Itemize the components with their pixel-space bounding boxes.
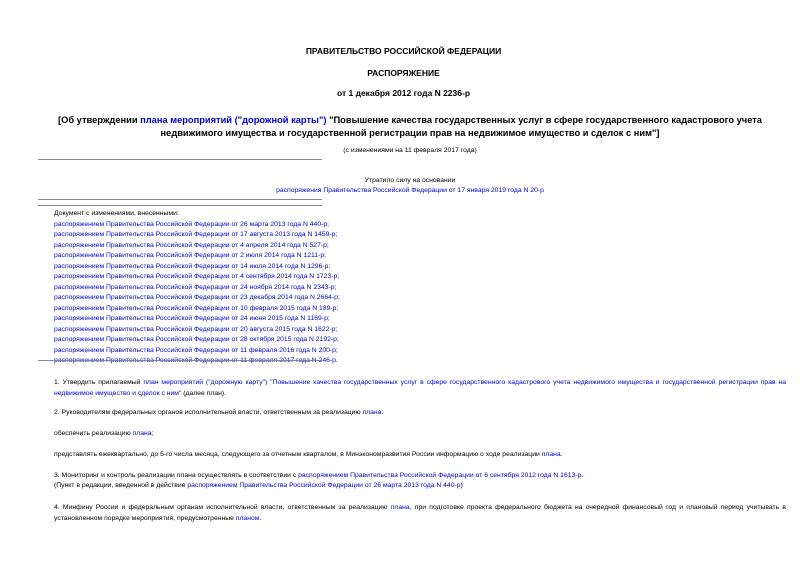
repeal-link-line <box>40 186 780 197</box>
amendment-link[interactable]: распоряжением Правительства Российской Федерации от 28 октября 2015 года N 2192-р; <box>54 336 339 343</box>
amendment-link[interactable]: распоряжением Правительства Российской Федерации от 4 апреля 2014 года N 527-р; <box>54 241 329 249</box>
amendment-link[interactable]: распоряжением Правительства Российской Федерации от 17 августа 2013 года N 1459-р; <box>54 231 338 238</box>
p4-lead: 4. Минфину России и федеральным органам исполнительной власти, ответственным за реализацию <box>54 504 391 511</box>
title-part1: [Об утверждении <box>58 115 141 125</box>
p4-plan-link-2[interactable]: планом <box>235 514 260 522</box>
amendment-link[interactable]: распоряжением Правительства Российской Федерации от 14 июля 2014 года N 1296-р; <box>54 262 331 270</box>
paragraph-2 <box>38 408 786 419</box>
amendment-link[interactable]: распоряжением Правительства Российской Федерации от 2 июля 2014 года N 1211-р; <box>54 252 327 259</box>
paragraph-3 <box>38 471 786 482</box>
government-heading: ПРАВИТЕЛЬСТВО РОССИЙСКОЙ ФЕДЕРАЦИИ <box>305 46 502 56</box>
amendments-list <box>54 209 340 367</box>
document-title <box>40 114 780 140</box>
amendment-link[interactable]: распоряжением Правительства Российской Федерации от 4 сентября 2014 года N 1723-р; <box>54 273 340 280</box>
amendments-heading: Документ с изменениями, внесенными: <box>54 210 179 217</box>
amendment-link[interactable]: распоряжением Правительства Российской Федерации от 26 марта 2013 года N 440-р; <box>54 220 330 228</box>
amendment-link[interactable]: распоряжением Правительства Российской Федерации от 23 декабря 2014 года N 2664-р; <box>54 294 340 301</box>
divider <box>38 360 322 361</box>
paragraph-3-note <box>38 481 786 492</box>
divider <box>38 205 322 206</box>
title-part2: "Повышение качества государственных услуг в сфере государственного кадастрового учета недвижимого имущества и государственной регистрации прав на недвижимое имущество и сделок с ним"] <box>160 115 762 138</box>
amendment-link[interactable]: распоряжением Правительства Российской Федерации от 10 февраля 2015 года N 189-р; <box>54 304 339 312</box>
p3note-lead: (Пункт в редакции, введенной в действие <box>54 482 188 489</box>
amendment-note: (с изменениями на 11 февраля 2017 года) <box>343 147 477 154</box>
amendment-link[interactable]: распоряжением Правительства Российской Федерации от 11 февраля 2016 года N 200-р; <box>54 346 338 354</box>
p1-plan-link[interactable]: план мероприятий ("дорожную карту") "Повышение качества государственных услуг в сфере государственного кадастрового учета недвижимого имущества и государственной регистрации прав на недвижимое имущество и сделок с ним" <box>54 379 786 397</box>
paragraph-4 <box>38 503 786 524</box>
p3-tail: . <box>581 472 584 479</box>
p3note-decree-link[interactable]: распоряжением Правительства Российской Федерации от 26 марта 2013 года N 440-р <box>187 482 461 489</box>
p2a-tail: ; <box>151 430 154 437</box>
repeal-text: Утратило силу на основании <box>364 177 456 184</box>
p2a-lead: обеспечить реализацию <box>54 430 133 437</box>
p2-lead: 2. Руководителям федеральных органов исполнительной власти, ответственным за реализацию <box>54 409 363 416</box>
repeal-link[interactable]: распоряжения Правительства Российской Федерации от 17 января 2019 года N 20-р <box>276 187 544 194</box>
p3-lead: 3. Мониторинг и контроль реализации плана осуществлять в соответствии с <box>54 472 299 479</box>
paragraph-1 <box>38 378 786 399</box>
p4-tail: . <box>259 514 262 522</box>
p2-plan-link[interactable]: плана <box>362 409 382 416</box>
amendment-link[interactable]: распоряжением Правительства Российской Федерации от 24 июня 2015 года N 1169-р; <box>54 315 330 322</box>
divider <box>38 199 322 200</box>
amendment-link[interactable]: распоряжением Правительства Российской Федерации от 11 февраля 2017 года N 246-р. <box>54 357 338 364</box>
p1-lead: 1. Утвердить прилагаемый <box>54 379 144 386</box>
p2-tail: : <box>381 409 384 416</box>
p4-mid: , при подготовке проекта федерального бюджета на очередной финансовый год и плановый период учитывать в установленном порядке мероприятия, предусмотренные <box>54 504 787 522</box>
amendment-link[interactable]: распоряжением Правительства Российской Федерации от 24 ноября 2014 года N 2343-р; <box>54 283 337 291</box>
divider <box>38 159 322 160</box>
p2a-plan-link[interactable]: плана <box>132 430 152 437</box>
plan-link[interactable]: плана мероприятий ("дорожной карты") <box>140 115 327 125</box>
p2b-tail: . <box>560 451 563 458</box>
document-date-number: от 1 декабря 2012 года N 2236-р <box>336 88 471 98</box>
p4-plan-link[interactable]: плана <box>390 504 410 511</box>
document-type: РАСПОРЯЖЕНИЕ <box>367 68 440 78</box>
paragraph-2b <box>38 450 786 461</box>
p1-tail: (далее план). <box>181 389 227 397</box>
p3note-tail: ) <box>460 482 463 489</box>
amendment-link[interactable]: распоряжением Правительства Российской Федерации от 20 августа 2015 года N 1622-р; <box>54 325 338 333</box>
p3-decree-link[interactable]: распоряжением Правительства Российской Федерации от 6 сентября 2012 года N 1613-р <box>298 472 582 479</box>
paragraph-2a <box>38 429 786 440</box>
p2b-lead: представлять ежеквартально, до 5-го числа месяца, следующего за отчетным кварталом, в Минэкономразвития России информацию о ходе реализации <box>54 451 542 458</box>
p2b-plan-link[interactable]: плана <box>541 451 561 458</box>
